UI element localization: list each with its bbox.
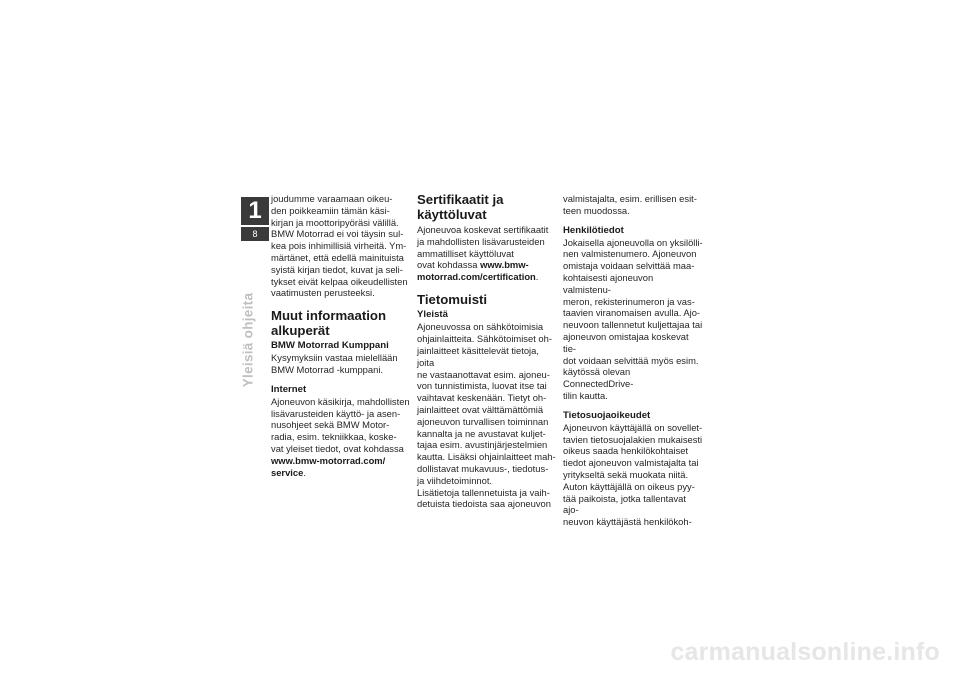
general-paragraph: Ajoneuvossa on sähkötoimisia ohjainlaitteita. Sähkötoimiset oh- jainlaitteet käsittelevät tietoja, joita ne vastaanottavat esim. ajoneu- von tunnistimista, luovat itse tai vaihtavat keskenään. Tietyt oh- jainlaitteet ovat välttämättömiä ajoneuvon turvallisen toiminnan kannalta ja ne avustavat kuljet- tajaa esim. avustinjärjestelmien kautta. Lisäksi ohjainlaitteet mah- dollistavat mukavuus-, tiedotus- ja viihdetoiminnot. Lisätietoja tallennetuista ja vaih- detuista tiedoista saa ajoneuvon [417,321,556,510]
certification-link[interactable]: www.bmw- motorrad.com/certification [417,259,536,283]
chapter-number: 1 [248,197,262,224]
subheading-internet: Internet [271,383,307,395]
service-link[interactable]: www.bmw-motorrad.com/ service [271,454,386,478]
chapter-title: Yleisiä ohjeita [240,292,256,388]
subheading-privacy-rights: Tietosuojaoikeudet [563,409,651,421]
internet-text: Ajoneuvon käsikirja, mahdollisten lisävarusteiden käyttö- ja asen- nusohjeet sekä BMW Motor- radia, esim. tekniikkaa, koske- vat yleiset tiedot, ovat kohdassa [271,395,410,454]
section-heading-data-memory: Tietomuisti [417,291,488,307]
subheading-partner: BMW Motorrad Kumppani [271,340,389,352]
section-heading-other-sources: Muut informaation alkuperät [271,308,387,338]
text-column-1 [271,193,411,478]
internet-end: . [303,466,306,478]
subheading-personal-data: Henkilötiedot [563,224,624,236]
partner-paragraph: Kysymyksiin vastaa mielellään BMW Motorrad -kumppani. [271,352,398,375]
privacy-rights-paragraph: Ajoneuvon käyttäjällä on sovellet- tavien tietosuojalakien mukaisesti oikeus saada henkilökohtaiset tiedot ajoneuvon valmistajalta tai yritykseltä sekä muokata niitä. Auton käyttäjällä on oikeus pyy- tää paikoista, jotka tallentavat ajo- neuvon käyttäjästä henkilökoh- [563,421,703,528]
manufacturer-paragraph: valmistajalta, esim. erillisen esit- teen muodossa. [563,193,697,216]
site-watermark: carmanualsonline.info [670,638,940,666]
page-number: 8 [252,229,258,239]
text-column-3 [563,193,703,528]
internet-paragraph [271,396,411,479]
section-heading-certificates: Sertifikaatit ja käyttöluvat [417,192,504,222]
certificates-text: Ajoneuvoa koskevat sertifikaatit ja mahdollisten lisävarusteiden ammatilliset käyttöluvat ovat kohdassa [417,224,549,271]
certificates-paragraph [417,224,557,283]
subheading-general: Yleistä [417,309,448,321]
certificates-end: . [535,271,539,283]
intro-paragraph: joudumme varaamaan oikeu- den poikkeamiin tämän käsi- kirjan ja moottoripyöräsi välillä. BMW Motorrad ei voi täysin sul- kea pois inhimillisiä virheitä. Ym- märtänet, että edellä mainituista syistä kirjan tiedot, kuvat ja seli- tykset eivät kelpaa oikeudellisten vaatimusten perusteeksi. [271,193,408,299]
personal-data-paragraph: Jokaisella ajoneuvolla on yksilölli- nen valmistenumero. Ajoneuvon omistaja voidaan selvittää maa- kohtaisesti ajoneuvon valmistenu- meron, rekisterinumeron ja vas- taavien viranomaisen avulla. Ajo- neuvoon tallennetut kuljettajaa tai ajoneuvon omistajaa koskevat tie- dot voidaan selvittää myös esim. käytössä olevan ConnectedDrive- tilin kautta. [563,236,703,401]
text-column-2 [417,193,557,510]
chapter-tab [241,197,269,241]
